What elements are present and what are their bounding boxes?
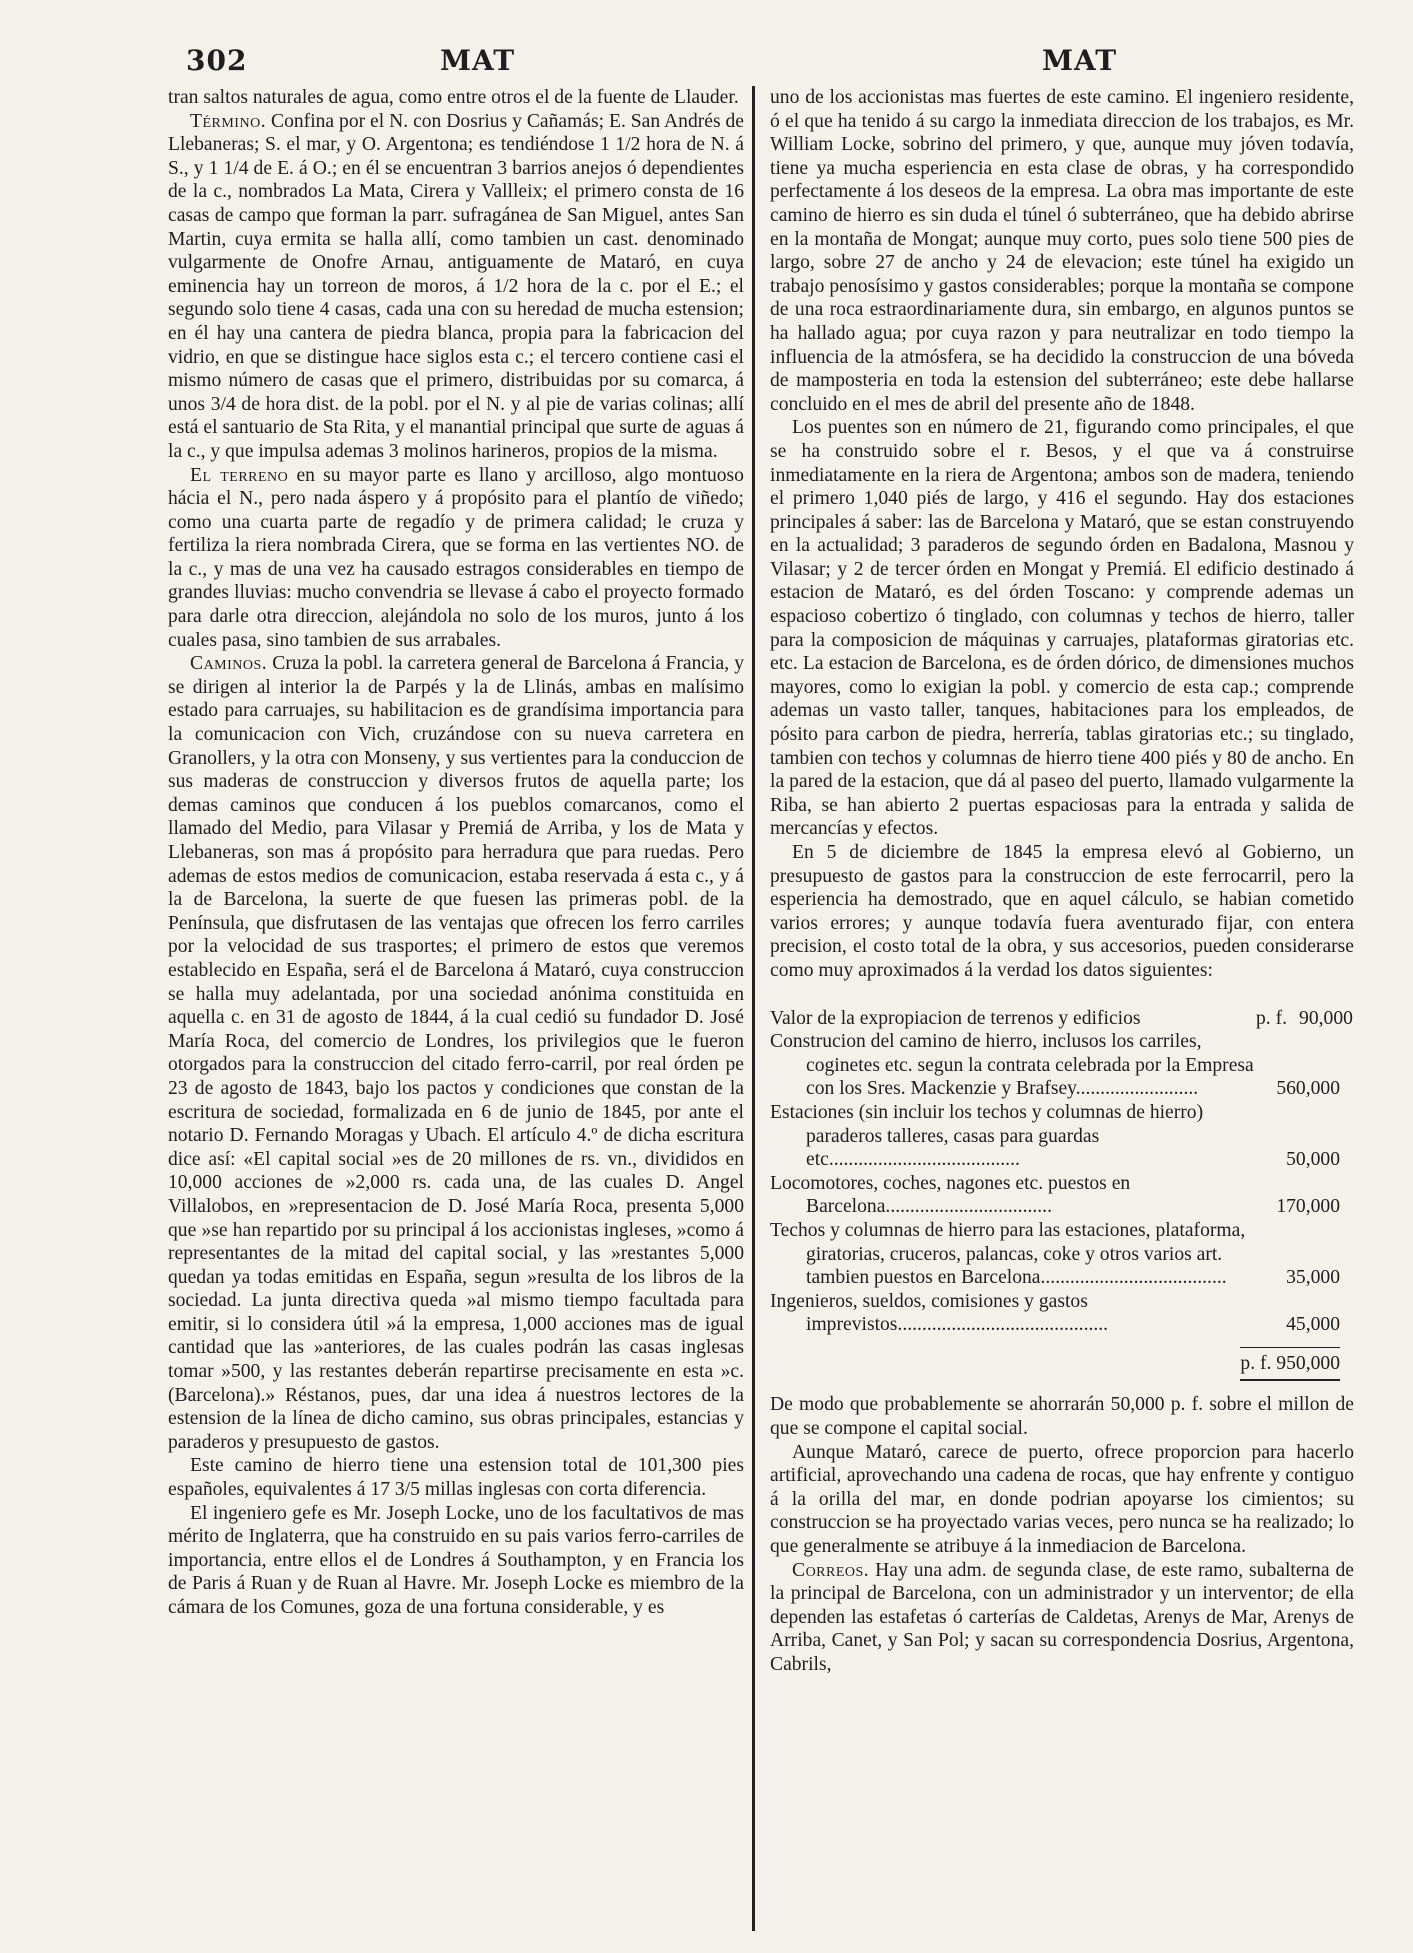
paragraph-text: El ingeniero gefe es Mr. Joseph Locke, uno de los facultativos de mas mérito de Inglaterra, que ha construido en su pais varios ferro-carriles de importancia, entre ellos el de Londres á Southampton, y en Francia los de Paris á Ruan y de Ruan al Havre. Mr. Joseph Locke es miembro de la cámara de los Comunes, goza de una fortuna considerable, y es xyxy=(168,1502,744,1618)
total-rule xyxy=(1240,1347,1340,1348)
paragraph xyxy=(168,1454,744,1501)
paragraph-text: en su mayor parte es llano y arcilloso, algo montuoso hácia el N., pero nada áspero y á propósito para el plantío de viñedo; como una cuarta parte de regadío y de primera calidad; le cruza y fertiliza la riera nombrada Cirera, que se forma en las vertientes NO. de la c., y mas de una vez ha causado estragos considerables en tiempo de grandes lluvias: mucho convendria se llevase á cabo el proyecto formado para darle otra direccion, alejándola no solo de los muros, junto á los cuales pasa, sino tambien de sus arrabales. xyxy=(168,464,744,651)
budget-item-label: Locomotores, coches, nagones etc. puestos en Barcelona.................................. xyxy=(770,1172,1131,1218)
amount-value: 35,000 xyxy=(1286,1267,1340,1289)
budget-row xyxy=(770,1030,1354,1101)
budget-item-amount xyxy=(1256,1195,1354,1219)
budget-row xyxy=(770,1172,1354,1219)
paragraph-text: uno de los accionistas mas fuertes de este camino. El ingeniero residente, ó el que ha tenido á su cargo la inmediata direccion de los trabajos, es Mr. William Locke, sobrino del primero, y que, aunque muy jóven todavía, tiene ya mucha esperiencia en esta clase de obras, y ha correspondido perfectamente á los deseos de la empresa. La obra mas importante de este camino de hierro es sin duda el túnel ó subterráneo, que ha debido abrirse en la montaña de Mongat; aunque muy corto, pues solo tiene 500 pies de largo, sobre 27 de ancho y 24 de elevacion; este túnel ha exigido un trabajo penosísimo y gastos considerables; porque la montaña se compone de una roca estraordinariamente dura, sin embargo, en algunos puntos se ha hallado agua; por cuya razon y para neutralizar en todo tiempo la influencia de la atmósfera, se ha decidido la construccion de una bóveda de mamposteria en toda la estension del subterráneo; este debe hallarse concluido en el mes de abril del presente año de 1848. xyxy=(770,87,1354,415)
budget-table xyxy=(770,1007,1354,1382)
paragraph xyxy=(770,841,1354,983)
budget-item-amount xyxy=(1256,1266,1354,1290)
section-lead: Caminos. xyxy=(190,653,268,675)
paragraph-text: Confina por el N. con Dosrius y Cañamás; E. San Andrés de Llebaneras; S. el mar, y O. Argentona; es tendiéndose 1 1/2 hora de N. á S., y 1 1/4 de E. á O.; en él se encuentran 3 barrios anejos ó dependientes de la c., nombrados La Mata, Cirera y Vallleix; el primero consta de 16 casas de campo que forman la parr. sufragánea de San Miguel, antes San Martin, cuya ermita se halla allí, como tambien un cast. denominado vulgarmente de Onofre Arnau, antiguamente de Mataró, en cuya eminencia hay un torreon de moros, á 1/2 hora de la c. por el E.; el segundo solo tiene 4 casas, cada una con su heredad de mucha estension; en él hay una cantera de piedra blanca, propia para la fabricacion del vidrio, en que se distingue hace siglos esta c.; el tercero contiene casi el mismo número de casas que el primero, distribuidas por su comarca, á unos 3/4 de hora dist. de la pobl. por el N. y al pie de varias colinas; allí está el santuario de Sta Rita, y el manantial principal que surte de aguas á la c., y que impulsa ademas 3 molinos harineros, propios de la misma. xyxy=(168,110,744,462)
budget-item-label: Valor de la expropiacion de terrenos y edificios xyxy=(770,1007,1141,1029)
budget-item-amount xyxy=(1256,1077,1354,1101)
amount-value: 170,000 xyxy=(1276,1196,1340,1218)
left-running-title: MAT xyxy=(440,44,516,77)
left-column xyxy=(168,86,744,1620)
amount-value: 90,000 xyxy=(1299,1007,1353,1029)
budget-row xyxy=(770,1101,1354,1172)
paragraph-text: tran saltos naturales de agua, como entre otros el de la fuente de Llauder. xyxy=(168,87,739,108)
page-number: 302 xyxy=(186,44,248,77)
paragraph-text: Cruza la pobl. la carretera general de Barcelona á Francia, y se dirigen al interior la de Parpés y la de Llinás, ambas en malísimo estado para carruajes, su habilitacion es de grandísima importancia para la comunicacion con Vich, cruzándose con su nueva carretera en Granollers, y la otra con Monseny, y sus vertientes para la conduccion de sus maderas de construccion y diversos frutos de aquella parte; los demas caminos que conducen á los pueblos comarcanos, como el llamado del Medio, para Vilasar y Premiá de Arriba, y los de Mata y Llebaneras, son mas á propósito para herradura que para ruedas. Pero ademas de estos medios de comunicacion, estaba reservada á esta c., y á la de Barcelona, la suerte de que fuesen las primeras pobl. de la Península, que disfrutasen de las ventajas que ofrecen los ferro carriles por la velocidad de sus trasportes; el primero de estos que veremos establecido en España, será el de Barcelona á Mataró, cuya construccion se halla muy adelantada, por una sociedad anónima constituida en aquella c. en 31 de agosto de 1844, á la cual cedió su fundador D. José María Roca, del comercio de Londres, los privilegios que le fueron otorgados para la construccion del citado ferro-carril, por real órden pe 23 de agosto de 1843, bajo los pactos y condiciones que constan de la escritura de sociedad, formalizada en 6 de junio de 1845, por ante el notario D. Fernando Moragas y Ubach. El artículo 4.º de dicha escritura dice así: «El capital social »es de 20 millones de rs. vn., divididos en 10,000 acciones de »2,000 rs. cada una, de las cuales D. Angel Villalobos, en »representacion de D. José María Roca, presenta 5,000 que »se han repartido por su principal á los accionistas ingleses, »como á representantes de la mitad del capital social, y las »restantes 5,000 quedan ya todas emitidas en España, segun »resulta de los libros de la sociedad. La junta directiva queda »al mismo tiempo facultada para emitir, si lo considera útil »á la empresa, 1,000 acciones mas de igual cantidad que las »anteriores, de las cuales podrán las casas inglesas tomar »500, y las restantes deberán repartirse precisamente en esta »c. (Barcelona).» Réstanos, pues, dar una idea á nuestros lectores de la estension de la línea de dicho camino, sus obras principales, estancias y paraderos y presupuesto de gastos. xyxy=(168,653,744,1453)
paragraph-text: Hay una adm. de segunda clase, de este ramo, subalterna de la principal de Barcelona, con un administrador y un interventor; de ella dependen las estafetas ó carterías de Caldetas, Arenys de Mar, Arenys de Arriba, Canet, y San Pol; y sacan su correspondencia Dosrius, Argentona, Cabrils, xyxy=(770,1559,1354,1675)
total-double-rule xyxy=(1240,1379,1340,1381)
paragraph xyxy=(770,1441,1354,1559)
paragraph xyxy=(770,1559,1354,1677)
budget-item-label: Construcion del camino de hierro, inclusos los carriles, coginetes etc. segun la contrata celebrada por la Empresa con los Sres. Mackenzie y Brafsey......................... xyxy=(770,1031,1254,1100)
budget-row xyxy=(770,1007,1354,1031)
budget-item-amount xyxy=(1256,1148,1354,1172)
column-divider xyxy=(752,86,755,1931)
paragraph-text: De modo que probablemente se ahorrarán 50,000 p. f. sobre el millon de que se compone el capital social. xyxy=(770,1394,1354,1440)
paragraph xyxy=(770,1393,1354,1440)
paragraph-text: Los puentes son en número de 21, figurando como principales, el que se ha construido sobre el r. Besos, y el que va á construirse inmediatamente en la riera de Argentona; ambos son de madera, teniendo el primero 1,040 piés de largo, y 416 el segundo. Hay dos estaciones principales á saber: las de Barcelona y Mataró, que se estan construyendo en la actualidad; 3 paraderos de segundo órden en Badalona, Masnou y Vilasar; y 2 de tercer órden en Mongat y Premiá. El edificio destinado á estacion de Mataró, es del órden Toscano: y comprende ademas un espacioso cobertizo ó tinglado, con columnas y techos de hierro, taller para la composicion de máquinas y carruajes, plataformas giratorias etc. etc. La estacion de Barcelona, es de órden dórico, de dimensiones muchos mayores, como lo exigian la pobl. y comercio de esta cap.; comprende ademas un vasto taller, tanques, habitaciones para los empleados, de pósito para carbon de piedra, herrería, tablas giratorias etc.; su tinglado, tambien con techos y columnas de hierro tiene 400 piés y 80 de ancho. En la pared de la estacion, que dá al paseo del puerto, llamado vulgarmente la Riba, se han abierto 2 puertas espaciosas para la entrada y salida de mercancías y efectos. xyxy=(770,417,1354,840)
right-column xyxy=(770,86,1354,1677)
paragraph xyxy=(168,1502,744,1620)
right-running-title: MAT xyxy=(1042,44,1118,77)
amount-value: 50,000 xyxy=(1286,1149,1340,1171)
budget-item-amount xyxy=(1256,1007,1367,1031)
section-lead: El terreno xyxy=(190,464,289,486)
budget-item-label: Techos y columnas de hierro para las estaciones, plataforma, giratorias, cruceros, palancas, coke y otros varios art. tambien puestos en Barcelona...................................... xyxy=(770,1219,1246,1289)
budget-row xyxy=(770,1219,1354,1290)
right-column-text-after-table xyxy=(770,1393,1354,1676)
paragraph xyxy=(770,416,1354,841)
currency-label: p. f. xyxy=(1256,1007,1288,1029)
budget-total: p. f. 950,000 xyxy=(1240,1352,1340,1374)
amount-value: 560,000 xyxy=(1276,1078,1340,1100)
paragraph-text: Este camino de hierro tiene una estension total de 101,300 pies españoles, equivalentes á 17 3/5 millas inglesas con corta diferencia. xyxy=(168,1455,744,1501)
paragraph xyxy=(770,86,1354,416)
budget-item-label: Ingenieros, sueldos, comisiones y gastos imprevistos........................................... xyxy=(770,1290,1109,1336)
paragraph xyxy=(168,652,744,1454)
paragraph-text: En 5 de diciembre de 1845 la empresa elevó al Gobierno, un presupuesto de gastos para la construccion de este ferrocarril, pero la esperiencia ha demostrado, que en aquel cálculo, se habian cometido varios errores; y aunque todavía fuera aventurado fijar, con entera precision, el costo total de la obra, y sus accesorios, pueden considerarse como muy aproximados á la verdad los datos siguientes: xyxy=(770,842,1354,981)
paragraph xyxy=(168,86,744,110)
right-column-text-before-table xyxy=(770,86,1354,983)
paragraph-text: Aunque Mataró, carece de puerto, ofrece proporcion para hacerlo artificial, aprovechando una cadena de rocas, que hay enfrente y contiguo á la orilla del mar, en donde podrian apoyarse los cimientos; su construccion se ha proyectado varias veces, pero nunca se ha realizado; lo que generalmente se atribuye á la inmediacion de Barcelona. xyxy=(770,1441,1354,1558)
section-lead: Término. xyxy=(190,110,267,132)
budget-item-label: Estaciones (sin incluir los techos y columnas de hierro) paraderos talleres, casas para guardas etc....................................... xyxy=(770,1101,1204,1171)
budget-row xyxy=(770,1290,1354,1337)
section-lead: Correos. xyxy=(792,1559,870,1581)
amount-value: 45,000 xyxy=(1286,1314,1340,1336)
paragraph xyxy=(168,464,744,653)
budget-item-amount xyxy=(1256,1313,1354,1337)
paragraph xyxy=(168,110,744,464)
